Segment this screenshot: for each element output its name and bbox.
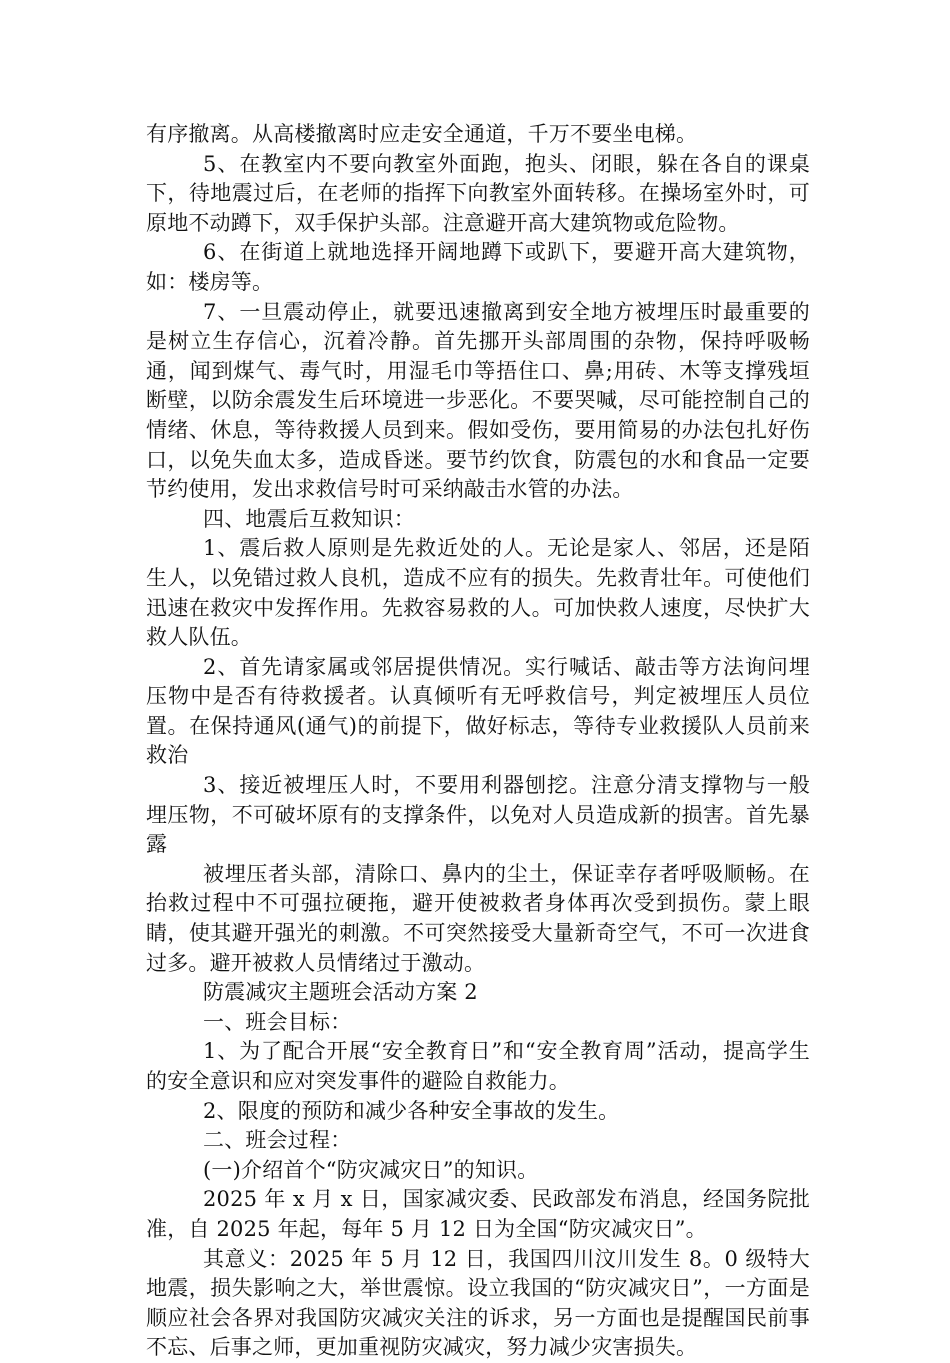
section-heading: 二、班会过程： [203,1128,352,1153]
section-heading: 一、班会目标： [203,1009,352,1034]
document-title: 防震减灾主题班会活动方案 2 [203,980,478,1005]
paragraph: 2、限度的预防和减少各种安全事故的发生。 [203,1098,620,1123]
paragraph: 2、首先请家属或邻居提供情况。实行喊话、敲击等方法询问埋压物中是否有待救援者。认真倾听有无呼救信号，判定被埋压人员位置。在保持通风(通气)的前提下，做好标志，等待专业救援队人员前来救治 [146,654,810,768]
paragraph: 1、为了配合开展“安全教育日”和“安全教育周”活动，提高学生的安全意识和应对突发事件的避险自救能力。 [146,1039,810,1093]
paragraph: 有序撤离。从高楼撤离时应走安全通道，千万不要坐电梯。 [146,122,698,146]
document-body [146,120,810,1363]
paragraph: 6、在街道上就地选择开阔地蹲下或趴下，要避开高大建筑物，如：楼房等。 [146,240,810,294]
paragraph: 3、接近被埋压人时，不要用利器刨挖。注意分清支撑物与一般埋压物，不可破坏原有的支撑条件，以免对人员造成新的损害。首先暴露 [146,773,810,857]
paragraph: 1、震后救人原则是先救近处的人。无论是家人、邻居，还是陌生人，以免错过救人良机，造成不应有的损失。先救青壮年。可使他们迅速在救灾中发挥作用。先救容易救的人。可加快救人速度，尽快扩大救人队伍。 [146,536,810,650]
section-heading: 四、地震后互救知识： [203,506,415,531]
paragraph: 7、一旦震动停止，就要迅速撤离到安全地方被埋压时最重要的是树立生存信心，沉着冷静。首先挪开头部周围的杂物，保持呼吸畅通，闻到煤气、毒气时，用湿毛巾等捂住口、鼻;用砖、木等支撑残垣断壁，以防余震发生后环境进一步恶化。不要哭喊，尽可能控制自己的情绪、休息，等待救援人员到来。假如受伤，要用简易的办法包扎好伤口，以免失血太多，造成昏迷。要节约饮食，防震包的水和食品一定要节约使用，发出求救信号时可采纳敲击水管的办法。 [146,299,810,502]
paragraph: 其意义：2025 年 5 月 12 日，我国四川汶川发生 8。0 级特大地震，损失影响之大，举世震惊。设立我国的“防灾减灾日”，一方面是顺应社会各界对我国防灾减灾关注的诉求，另一方面也是提醒国民前事不忘、后事之师，更加重视防灾减灾，努力减少灾害损失。 [146,1246,810,1360]
paragraph: 被埋压者头部，清除口、鼻内的尘土，保证幸存者呼吸顺畅。在抬救过程中不可强拉硬拖，避开使被救者身体再次受到损伤。蒙上眼睛，使其避开强光的刺激。不可突然接受大量新奇空气，不可一次进食过多。避开被救人员情绪过于激动。 [146,861,810,975]
paragraph: (一)介绍首个“防灾减灾日”的知识。 [203,1157,539,1182]
paragraph: 2025 年 x 月 x 日，国家减灾委、民政部发布消息，经国务院批准，自 2025 年起，每年 5 月 12 日为全国“防灾减灾日”。 [146,1187,810,1241]
paragraph: 5、在教室内不要向教室外面跑，抱头、闭眼，躲在各自的课桌下，待地震过后，在老师的指挥下向教室外面转移。在操场室外时，可原地不动蹲下，双手保护头部。注意避开高大建筑物或危险物。 [146,151,810,235]
